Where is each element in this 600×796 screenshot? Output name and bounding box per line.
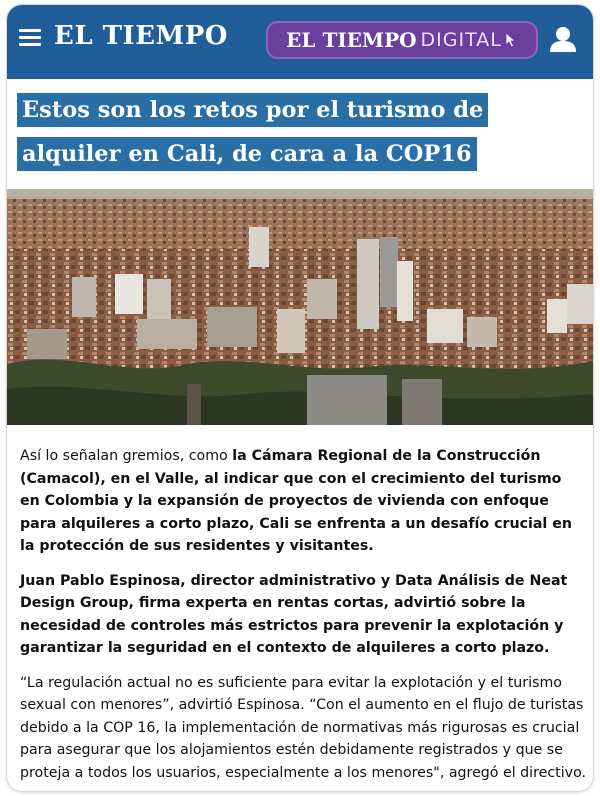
user-icon[interactable] <box>549 25 577 53</box>
paragraph-3: “La regulación actual no es suficiente para evitar la explotación y el turismo sexual con menores”, advirtió Espinosa. “Con el aumento en el flujo de turistas debido a la COP 16, la implementación de normativas más rigurosas es crucial para asegurar que los alojamientos estén debidamente registrados y que se proteja a todos los usuarios, especialmente a los menores", agregó el directivo. <box>20 674 587 781</box>
headline-block <box>17 88 583 176</box>
paragraph-1-bold: la Cámara Regional de la Construcción (Camacol), en el Valle, al indicar que con el crecimiento del turismo en Colombia y la expansión de proyectos de vivienda con enfoque para alquileres a corto plazo, Cali se enfrenta a un desafío crucial en la protección de sus residentes y visitantes. <box>20 448 572 554</box>
top-navigation-bar <box>7 5 593 79</box>
paragraph-1-lead: Así lo señalan gremios, como <box>20 448 233 464</box>
hero-image-city-aerial <box>7 189 593 425</box>
article-card <box>6 4 594 792</box>
digital-button-label: DIGITAL <box>420 29 502 51</box>
paragraph-2-bold: Juan Pablo Espinosa, director administrativo y Data Análisis de Neat Design Group, firma experta en rentas cortas, advirtió sobre la necesidad de controles más estrictos para prevenir la explotación y garantizar la seguridad en el contexto de alquileres a corto plazo. <box>20 572 568 656</box>
article-body <box>20 445 586 792</box>
paragraph-1 <box>20 445 586 558</box>
paragraph-2 <box>20 570 586 660</box>
article-headline <box>17 88 583 176</box>
headline-text: Estos son los retos por el turismo de alquiler en Cali, de cara a la COP16 <box>17 93 488 171</box>
site-logo[interactable]: EL TIEMPO <box>54 21 228 51</box>
pointer-cursor-icon <box>504 32 518 48</box>
digital-button-brand: EL TIEMPO <box>286 28 417 52</box>
el-tiempo-digital-button[interactable] <box>266 21 538 59</box>
hamburger-menu-icon[interactable] <box>19 29 41 47</box>
